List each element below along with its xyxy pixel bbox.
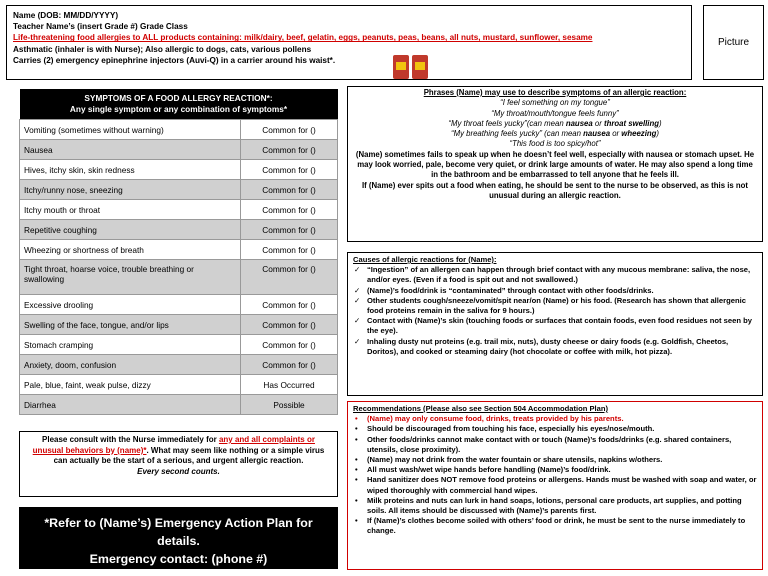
- symptom-name: Vomiting (sometimes without warning): [20, 120, 241, 140]
- bullet-icon: •: [355, 495, 358, 505]
- symptom-row: [20, 140, 338, 160]
- phrases-title: Phrases (Name) may use to describe symptoms of an allergic reaction:: [423, 88, 687, 97]
- symptom-row: [20, 335, 338, 355]
- symptom-name: Repetitive coughing: [20, 220, 241, 240]
- symptom-name: Pale, blue, faint, weak pulse, dizzy: [20, 375, 241, 395]
- symptoms-table-heading: [20, 89, 338, 120]
- cause-item: ✓ (Name)’s food/drink is “contaminated” through contact with other foods/drinks.: [354, 285, 654, 295]
- bullet-icon: •: [355, 455, 358, 465]
- bullet-icon: •: [355, 516, 358, 526]
- recommendation-item: • (Name) may only consume food, drinks, treats provided by his parents.: [355, 414, 624, 424]
- phrase-item: “My throat/mouth/tongue feels funny”: [491, 108, 619, 118]
- teacher-class: Teacher Name’s (insert Grade #) Grade Class: [13, 22, 188, 32]
- recommendations-list: [353, 414, 757, 536]
- cause-item: ✓ Other students cough/sneeze/vomit/spit near/on (Name) or his food. (Research has shown that allergenic food proteins remain in the saliva for 9 hours.): [354, 295, 746, 316]
- epinephrine-injector-image: [393, 55, 409, 79]
- symptom-frequency: Common for (): [241, 140, 338, 160]
- recommendations-box: [347, 401, 763, 570]
- cause-item: ✓ “Ingestion” of an allergen can happen through brief contact with any mucous membrane: saliva, the nose, and/or eyes. (Even if a food is spit out and not swallowed.): [354, 265, 751, 285]
- recommendation-item: • Hand sanitizer does NOT remove food proteins or allergens. Hands must be washed with soap and water, or wiped thoroughly with commercial hand wipes.: [355, 475, 757, 495]
- symptom-name: Stomach cramping: [20, 335, 241, 355]
- symptom-row: [20, 295, 338, 315]
- consult-text: Please consult with the Nurse immediately for: [42, 435, 219, 444]
- asthma-note: Asthmatic (inhaler is with Nurse); Also allergic to dogs, cats, various pollens: [13, 44, 312, 54]
- allergy-list: Life-threatening food allergies to ALL products containing: milk/dairy, beef, gelatin, eggs, peanuts, peas, beans, all nuts, mustard, sunflower, sesame: [13, 33, 593, 43]
- symptom-frequency: Common for (): [241, 315, 338, 335]
- symptom-frequency: Common for (): [241, 120, 338, 140]
- symptom-row: [20, 375, 338, 395]
- phrase-item: “This food is too spicy/hot”: [509, 139, 601, 149]
- bullet-icon: •: [355, 434, 358, 444]
- recommendation-item: • (Name) may not drink from the water fountain or share utensils, napkins w/others.: [355, 455, 663, 465]
- symptom-name: Diarrhea: [20, 395, 241, 415]
- symptom-frequency: Common for (): [241, 240, 338, 260]
- consult-every-second: Every second counts.: [137, 466, 220, 476]
- symptoms-heading-line1: SYMPTOMS OF A FOOD ALLERGY REACTION*:: [84, 93, 273, 103]
- emergency-plan-reference: *Refer to (Name’s) Emergency Action Plan for details.: [44, 516, 313, 548]
- cause-item: ✓ Inhaling dusty nut proteins (e.g. trail mix, nuts), dusty cheese or dairy foods (e.g. Goldfish, Cheetos, Doritos), and cooked or steaming dairy (hot chocolate or coffee with milk, hot pizza).: [354, 336, 729, 356]
- bullet-icon: •: [355, 465, 358, 475]
- phrase-item: “I feel something on my tongue”: [500, 98, 610, 108]
- causes-title: Causes of allergic reactions for (Name):: [353, 255, 497, 264]
- causes-box: [347, 252, 763, 396]
- symptom-row: [20, 240, 338, 260]
- recommendation-item: • If (Name)’s clothes become soiled with others’ food or drink, he must be sent to the nurse immediately to change.: [355, 516, 746, 536]
- symptom-row: [20, 180, 338, 200]
- phrase-item: “My breathing feels yucky” (can mean nausea or wheezing): [450, 129, 659, 139]
- symptoms-heading-line2: Any single symptom or any combination of symptoms*: [69, 104, 288, 114]
- emergency-contact: Emergency contact: (phone #): [89, 552, 268, 566]
- checkmark-icon: ✓: [354, 265, 361, 275]
- phrase-item: “My throat feels yucky”(can mean nausea or throat swelling): [448, 118, 662, 128]
- recommendation-item: • All must wash/wet wipe hands before handling (Name)’s food/drink.: [355, 465, 611, 475]
- phrases-paragraph: (Name) sometimes fails to speak up when he doesn’t feel well, especially with nausea or stomach upset. He may look worried, pale, become very quiet, or drink large amounts of water. He may also spend a long time in the bathroom and be embarrassed to tell anyone that he feels ill.: [355, 149, 755, 180]
- checkmark-icon: ✓: [354, 295, 361, 305]
- epinephrine-injector-image: [412, 55, 428, 79]
- symptom-row: [20, 120, 338, 140]
- symptom-row: [20, 315, 338, 335]
- checkmark-icon: ✓: [354, 316, 361, 326]
- bullet-icon: •: [355, 414, 358, 424]
- recommendations-title: Recommendations (Please also see Section 504 Accommodation Plan): [353, 404, 609, 413]
- symptom-frequency: Common for (): [241, 260, 338, 295]
- emergency-box: [19, 507, 338, 569]
- symptom-row: [20, 260, 338, 295]
- phrases-paragraph: If (Name) ever spits out a food when eating, he should be sent to the nurse to be observed, as this is not unusual during an allergic reaction.: [361, 180, 748, 200]
- symptom-name: Excessive drooling: [20, 295, 241, 315]
- symptom-frequency: Common for (): [241, 180, 338, 200]
- bullet-icon: •: [355, 424, 358, 434]
- symptom-name: Anxiety, doom, confusion: [20, 355, 241, 375]
- nurse-consult-box: [19, 431, 338, 497]
- recommendation-item: • Milk proteins and nuts can lurk in hand soaps, lotions, personal care products, art supplies, and potting soils. All items should be discussed with (Name)’s parents first.: [355, 495, 742, 516]
- symptom-row: [20, 220, 338, 240]
- symptom-frequency: Common for (): [241, 200, 338, 220]
- checkmark-icon: ✓: [354, 336, 361, 346]
- consult-text-cont: . What may seem like nothing or a simple virus can actually be the start of a serious, and urgent allergic reaction.: [53, 445, 325, 465]
- symptom-name: Nausea: [20, 140, 241, 160]
- symptom-frequency: Common for (): [241, 335, 338, 355]
- student-header: [6, 5, 692, 80]
- checkmark-icon: ✓: [354, 285, 361, 295]
- student-name-dob: Name (DOB: MM/DD/YYYY): [13, 11, 119, 20]
- symptom-row: [20, 200, 338, 220]
- symptom-name: Itchy mouth or throat: [20, 200, 241, 220]
- consult-emphasis: any and all complaints or unusual behaviors by (name)*: [32, 435, 315, 455]
- symptom-frequency: Has Occurred: [241, 375, 338, 395]
- symptom-frequency: Common for (): [241, 160, 338, 180]
- symptom-name: Hives, itchy skin, skin redness: [20, 160, 241, 180]
- symptom-frequency: Common for (): [241, 295, 338, 315]
- symptom-frequency: Possible: [241, 395, 338, 415]
- symptoms-table: [19, 89, 338, 415]
- symptom-frequency: Common for (): [241, 355, 338, 375]
- symptom-row: [20, 355, 338, 375]
- symptom-name: Wheezing or shortness of breath: [20, 240, 241, 260]
- symptom-name: Swelling of the face, tongue, and/or lips: [20, 315, 241, 335]
- symptom-row: [20, 160, 338, 180]
- epinephrine-note: Carries (2) emergency epinephrine injectors (Auvi-Q) in a carrier around his waist*.: [13, 55, 336, 65]
- phrases-box: [347, 86, 763, 242]
- recommendation-item: • Other foods/drinks cannot make contact with or touch (Name)’s foods/drinks (e.g. shared containers, utensils, close proximity).: [355, 434, 732, 454]
- symptom-name: Tight throat, hoarse voice, trouble breathing or swallowing: [20, 260, 241, 295]
- cause-item: ✓ Contact with (Name)’s skin (touching foods or surfaces that contain foods, even food residues not seen by the eye).: [354, 316, 752, 336]
- symptom-name: Itchy/runny nose, sneezing: [20, 180, 241, 200]
- bullet-icon: •: [355, 475, 358, 485]
- causes-list: [353, 265, 757, 357]
- recommendation-item: • Should be discouraged from touching his face, especially his eyes/nose/mouth.: [355, 424, 655, 434]
- symptom-row: [20, 395, 338, 415]
- symptom-frequency: Common for (): [241, 220, 338, 240]
- picture-label: Picture: [717, 37, 750, 48]
- student-picture-placeholder: [703, 5, 764, 80]
